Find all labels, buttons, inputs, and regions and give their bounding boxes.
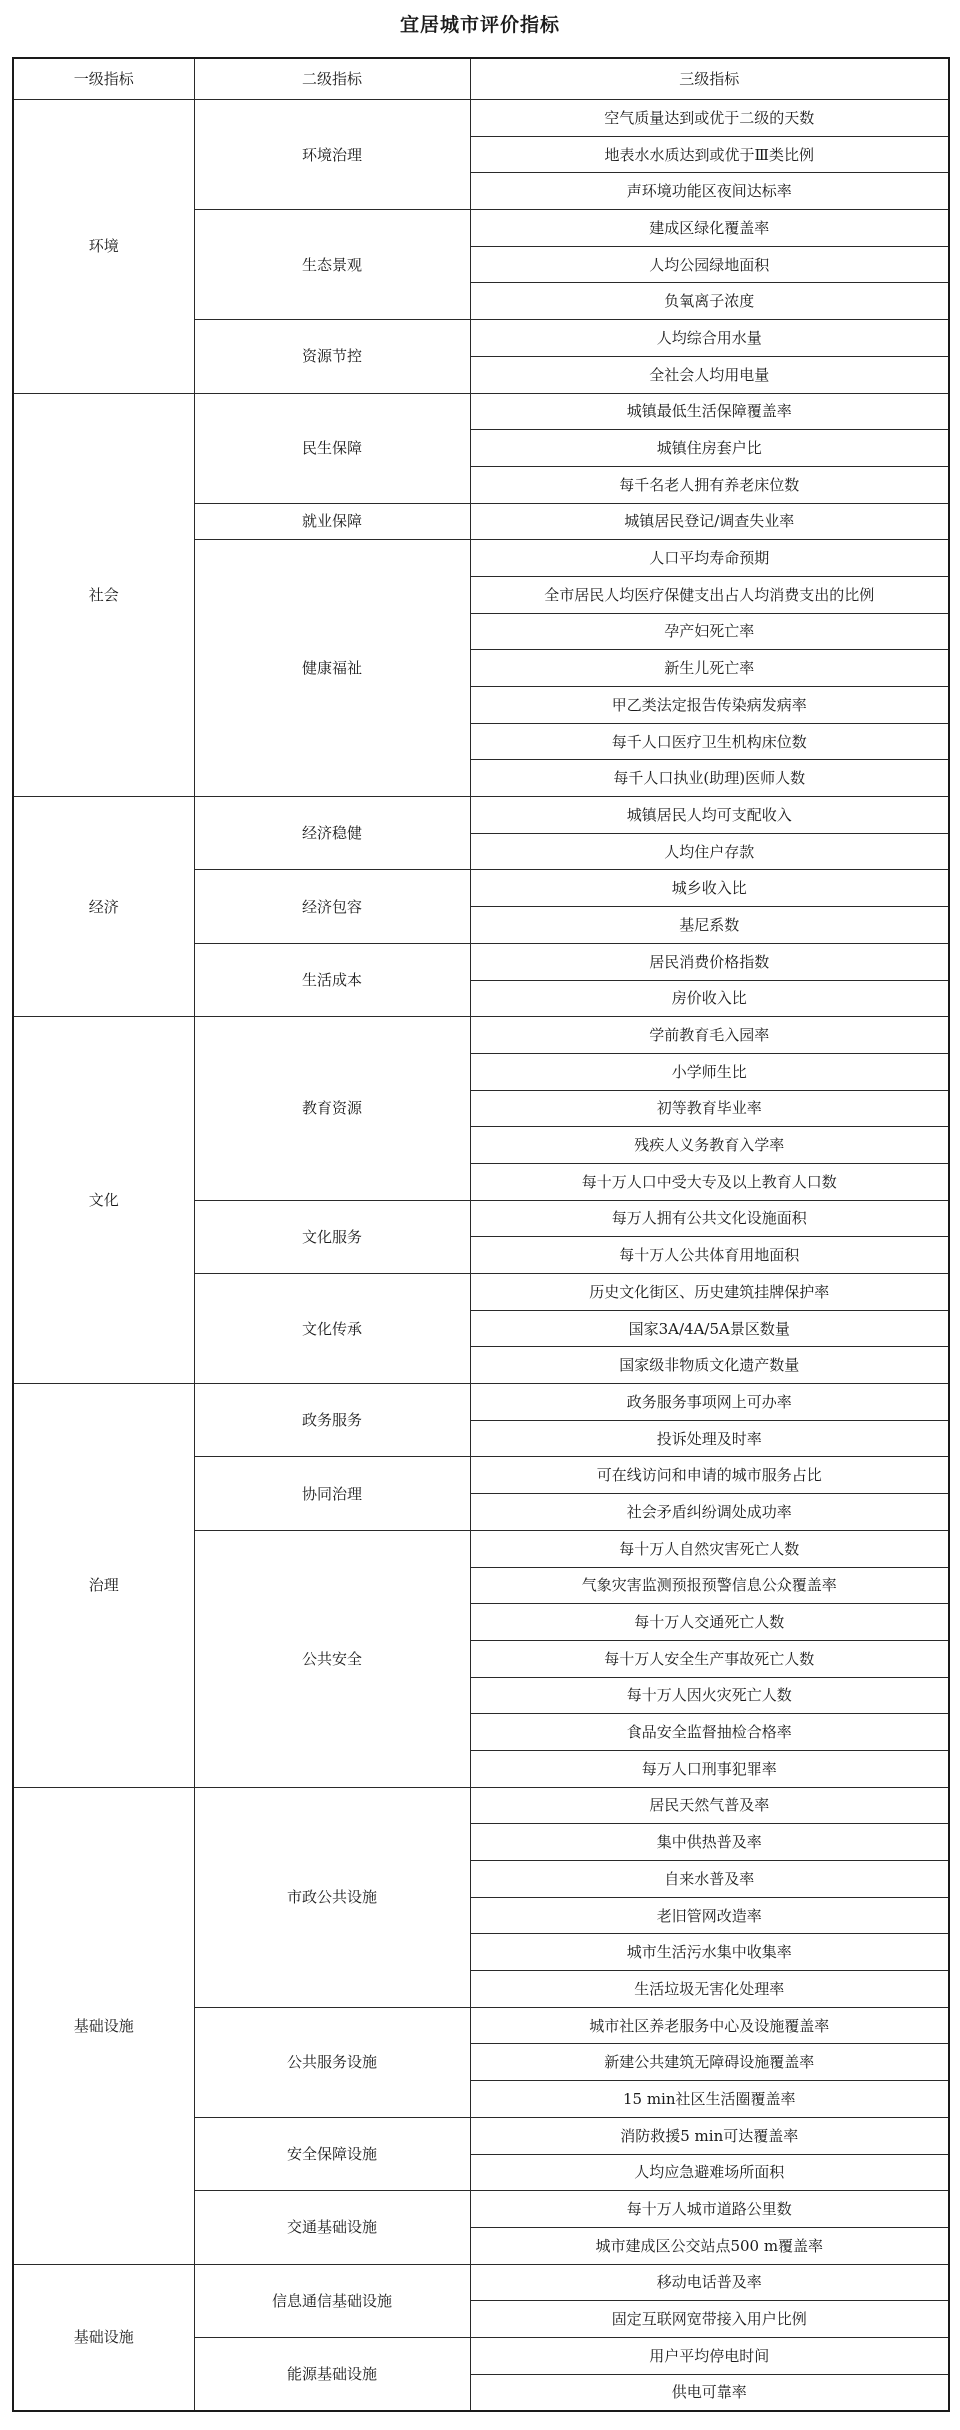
level3-indicator: 城市社区养老服务中心及设施覆盖率 bbox=[470, 2007, 949, 2044]
table-body bbox=[13, 100, 949, 2412]
level2-indicator: 安全保障设施 bbox=[194, 2117, 470, 2190]
level3-indicator: 人均公园绿地面积 bbox=[470, 246, 949, 283]
indicator-table bbox=[12, 57, 950, 2412]
level3-indicator: 投诉处理及时率 bbox=[470, 1420, 949, 1457]
level3-indicator: 气象灾害监测预报预警信息公众覆盖率 bbox=[470, 1567, 949, 1604]
level3-indicator: 消防救援5 min可达覆盖率 bbox=[470, 2117, 949, 2154]
level2-indicator: 公共服务设施 bbox=[194, 2007, 470, 2117]
level3-indicator: 基尼系数 bbox=[470, 907, 949, 944]
level3-indicator: 社会矛盾纠纷调处成功率 bbox=[470, 1494, 949, 1531]
level2-indicator: 文化传承 bbox=[194, 1274, 470, 1384]
table-row bbox=[13, 1787, 949, 1824]
level3-indicator: 负氧离子浓度 bbox=[470, 283, 949, 320]
level3-indicator: 新建公共建筑无障碍设施覆盖率 bbox=[470, 2044, 949, 2081]
level3-indicator: 国家级非物质文化遗产数量 bbox=[470, 1347, 949, 1384]
level3-indicator: 小学师生比 bbox=[470, 1053, 949, 1090]
level3-indicator: 每十万人自然灾害死亡人数 bbox=[470, 1530, 949, 1567]
level1-indicator: 经济 bbox=[13, 797, 194, 1017]
level3-indicator: 每万人拥有公共文化设施面积 bbox=[470, 1200, 949, 1237]
level3-indicator: 每千人口执业(助理)医师人数 bbox=[470, 760, 949, 797]
level3-indicator: 每十万人因火灾死亡人数 bbox=[470, 1677, 949, 1714]
level3-indicator: 每十万人口中受大专及以上教育人口数 bbox=[470, 1163, 949, 1200]
level2-indicator: 生态景观 bbox=[194, 210, 470, 320]
level3-indicator: 移动电话普及率 bbox=[470, 2264, 949, 2301]
level3-indicator: 孕产妇死亡率 bbox=[470, 613, 949, 650]
level3-indicator: 每十万人公共体育用地面积 bbox=[470, 1237, 949, 1274]
table-row bbox=[13, 797, 949, 834]
level3-indicator: 老旧管网改造率 bbox=[470, 1897, 949, 1934]
level3-indicator: 人均应急避难场所面积 bbox=[470, 2154, 949, 2191]
level3-indicator: 居民消费价格指数 bbox=[470, 943, 949, 980]
level3-indicator: 供电可靠率 bbox=[470, 2374, 949, 2411]
level3-indicator: 国家3A/4A/5A景区数量 bbox=[470, 1310, 949, 1347]
level2-indicator: 健康福祉 bbox=[194, 540, 470, 797]
level3-indicator: 用户平均停电时间 bbox=[470, 2337, 949, 2374]
level3-indicator: 政务服务事项网上可办率 bbox=[470, 1384, 949, 1421]
level3-indicator: 每千名老人拥有养老床位数 bbox=[470, 466, 949, 503]
level3-indicator: 初等教育毕业率 bbox=[470, 1090, 949, 1127]
level3-indicator: 城镇最低生活保障覆盖率 bbox=[470, 393, 949, 430]
header-level1: 一级指标 bbox=[13, 58, 194, 100]
level3-indicator: 每十万人城市道路公里数 bbox=[470, 2191, 949, 2228]
level2-indicator: 公共安全 bbox=[194, 1530, 470, 1787]
table-row bbox=[13, 1384, 949, 1421]
level2-indicator: 教育资源 bbox=[194, 1017, 470, 1200]
level3-indicator: 集中供热普及率 bbox=[470, 1824, 949, 1861]
level1-indicator: 治理 bbox=[13, 1384, 194, 1788]
level2-indicator: 经济包容 bbox=[194, 870, 470, 943]
level1-indicator: 文化 bbox=[13, 1017, 194, 1384]
level3-indicator: 居民天然气普及率 bbox=[470, 1787, 949, 1824]
level3-indicator: 固定互联网宽带接入用户比例 bbox=[470, 2301, 949, 2338]
level3-indicator: 甲乙类法定报告传染病发病率 bbox=[470, 687, 949, 724]
level3-indicator: 声环境功能区夜间达标率 bbox=[470, 173, 949, 210]
level3-indicator: 人口平均寿命预期 bbox=[470, 540, 949, 577]
level2-indicator: 民生保障 bbox=[194, 393, 470, 503]
level3-indicator: 每千人口医疗卫生机构床位数 bbox=[470, 723, 949, 760]
level3-indicator: 残疾人义务教育入学率 bbox=[470, 1127, 949, 1164]
level2-indicator: 协同治理 bbox=[194, 1457, 470, 1530]
level3-indicator: 15 min社区生活圈覆盖率 bbox=[470, 2081, 949, 2118]
table-header bbox=[13, 58, 949, 100]
table-row bbox=[13, 100, 949, 137]
level2-indicator: 文化服务 bbox=[194, 1200, 470, 1273]
level3-indicator: 全市居民人均医疗保健支出占人均消费支出的比例 bbox=[470, 576, 949, 613]
level3-indicator: 自来水普及率 bbox=[470, 1861, 949, 1898]
level2-indicator: 生活成本 bbox=[194, 943, 470, 1016]
header-level2: 二级指标 bbox=[194, 58, 470, 100]
level2-indicator: 政务服务 bbox=[194, 1384, 470, 1457]
level3-indicator: 历史文化街区、历史建筑挂牌保护率 bbox=[470, 1274, 949, 1311]
level2-indicator: 经济稳健 bbox=[194, 797, 470, 870]
level3-indicator: 城乡收入比 bbox=[470, 870, 949, 907]
level3-indicator: 新生儿死亡率 bbox=[470, 650, 949, 687]
level2-indicator: 资源节控 bbox=[194, 320, 470, 393]
level2-indicator: 就业保障 bbox=[194, 503, 470, 540]
header-row bbox=[13, 58, 949, 100]
level3-indicator: 每十万人交通死亡人数 bbox=[470, 1604, 949, 1641]
level3-indicator: 城镇居民人均可支配收入 bbox=[470, 797, 949, 834]
header-level3: 三级指标 bbox=[470, 58, 949, 100]
table-row bbox=[13, 1017, 949, 1054]
level3-indicator: 城镇住房套户比 bbox=[470, 430, 949, 467]
level3-indicator: 人均住户存款 bbox=[470, 833, 949, 870]
level3-indicator: 全社会人均用电量 bbox=[470, 356, 949, 393]
level3-indicator: 建成区绿化覆盖率 bbox=[470, 210, 949, 247]
level3-indicator: 空气质量达到或优于二级的天数 bbox=[470, 100, 949, 137]
level1-indicator: 基础设施 bbox=[13, 1787, 194, 2264]
level3-indicator: 食品安全监督抽检合格率 bbox=[470, 1714, 949, 1751]
table-title: 宜居城市评价指标 bbox=[399, 14, 560, 36]
level3-indicator: 每十万人安全生产事故死亡人数 bbox=[470, 1640, 949, 1677]
table-row bbox=[13, 2264, 949, 2301]
level3-indicator: 每万人口刑事犯罪率 bbox=[470, 1750, 949, 1787]
level1-indicator: 社会 bbox=[13, 393, 194, 797]
level2-indicator: 能源基础设施 bbox=[194, 2337, 470, 2411]
level3-indicator: 城镇居民登记/调查失业率 bbox=[470, 503, 949, 540]
level1-indicator: 环境 bbox=[13, 100, 194, 394]
level3-indicator: 地表水水质达到或优于Ⅲ类比例 bbox=[470, 136, 949, 173]
level3-indicator: 学前教育毛入园率 bbox=[470, 1017, 949, 1054]
level2-indicator: 交通基础设施 bbox=[194, 2191, 470, 2264]
level2-indicator: 市政公共设施 bbox=[194, 1787, 470, 2007]
level3-indicator: 房价收入比 bbox=[470, 980, 949, 1017]
level3-indicator: 城市生活污水集中收集率 bbox=[470, 1934, 949, 1971]
level3-indicator: 可在线访问和申请的城市服务占比 bbox=[470, 1457, 949, 1494]
level1-indicator: 基础设施 bbox=[13, 2264, 194, 2411]
table-row bbox=[13, 393, 949, 430]
level3-indicator: 人均综合用水量 bbox=[470, 320, 949, 357]
level2-indicator: 环境治理 bbox=[194, 100, 470, 210]
level2-indicator: 信息通信基础设施 bbox=[194, 2264, 470, 2337]
level3-indicator: 城市建成区公交站点500 m覆盖率 bbox=[470, 2227, 949, 2264]
level3-indicator: 生活垃圾无害化处理率 bbox=[470, 1971, 949, 2008]
